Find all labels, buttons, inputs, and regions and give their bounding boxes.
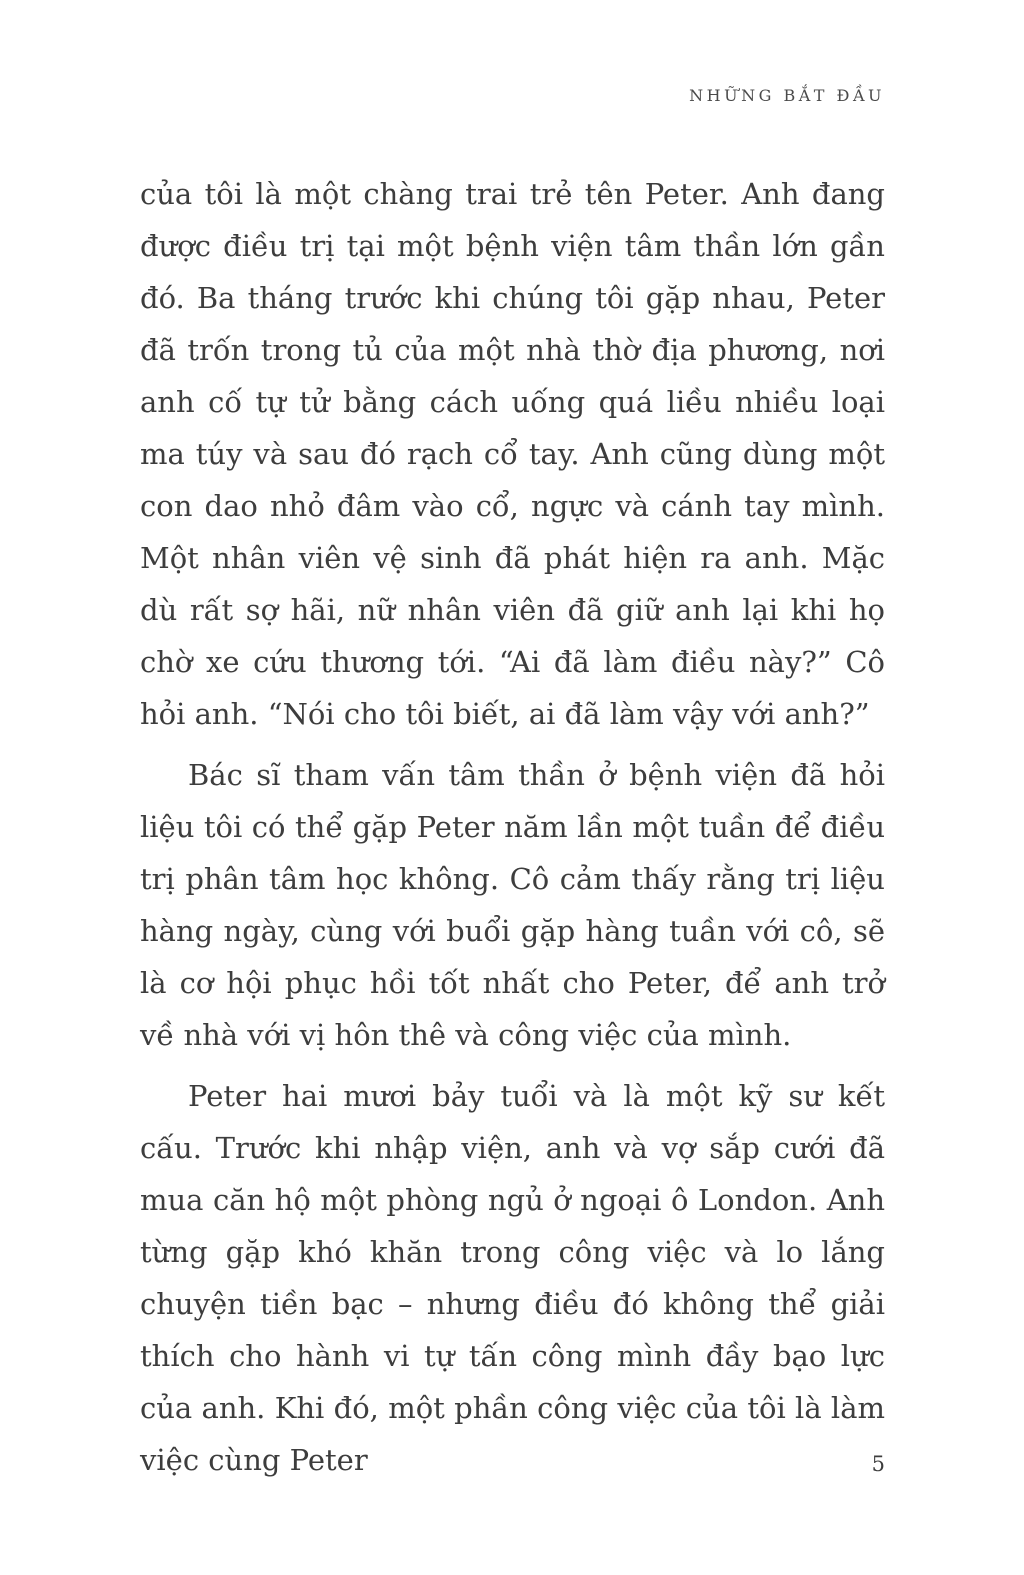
running-header: NHỮNG BẮT ĐẦU [689,86,885,105]
paragraph: Bác sĩ tham vấn tâm thần ở bệnh viện đã hỏi liệu tôi có thể gặp Peter năm lần một tuần để điều trị phân tâm học không. Cô cảm thấy rằng trị liệu hàng ngày, cùng với buổi gặp hàng tuần với cô, sẽ là cơ hội phục hồi tốt nhất cho Peter, để anh trở về nhà với vị hôn thê và công việc của mình. [140,758,885,1052]
page-number: 5 [871,1452,885,1476]
paragraph-continuation: của tôi là một chàng trai trẻ tên Peter. Anh đang được điều trị tại một bệnh viện tâm thần lớn gần đó. Ba tháng trước khi chúng tôi gặp nhau, Peter đã trốn trong tủ của một nhà thờ địa phương, nơi anh cố tự tử bằng cách uống quá liều nhiều loại ma túy và sau đó rạch cổ tay. Anh cũng dùng một con dao nhỏ đâm vào cổ, ngực và cánh tay mình. Một nhân viên vệ sinh đã phát hiện ra anh. Mặc dù rất sợ hãi, nữ nhân viên đã giữ anh lại khi họ chờ xe cứu thương tới. “Ai đã làm điều này?” Cô hỏi anh. “Nói cho tôi biết, ai đã làm vậy với anh?” [140,177,885,731]
page-body [140,168,885,1495]
paragraph: Peter hai mươi bảy tuổi và là một kỹ sư kết cấu. Trước khi nhập viện, anh và vợ sắp cưới đã mua căn hộ một phòng ngủ ở ngoại ô London. Anh từng gặp khó khăn trong công việc và lo lắng chuyện tiền bạc – nhưng điều đó không thể giải thích cho hành vi tự tấn công mình đầy bạo lực của anh. Khi đó, một phần công việc của tôi là làm việc cùng Peter [140,1079,885,1477]
